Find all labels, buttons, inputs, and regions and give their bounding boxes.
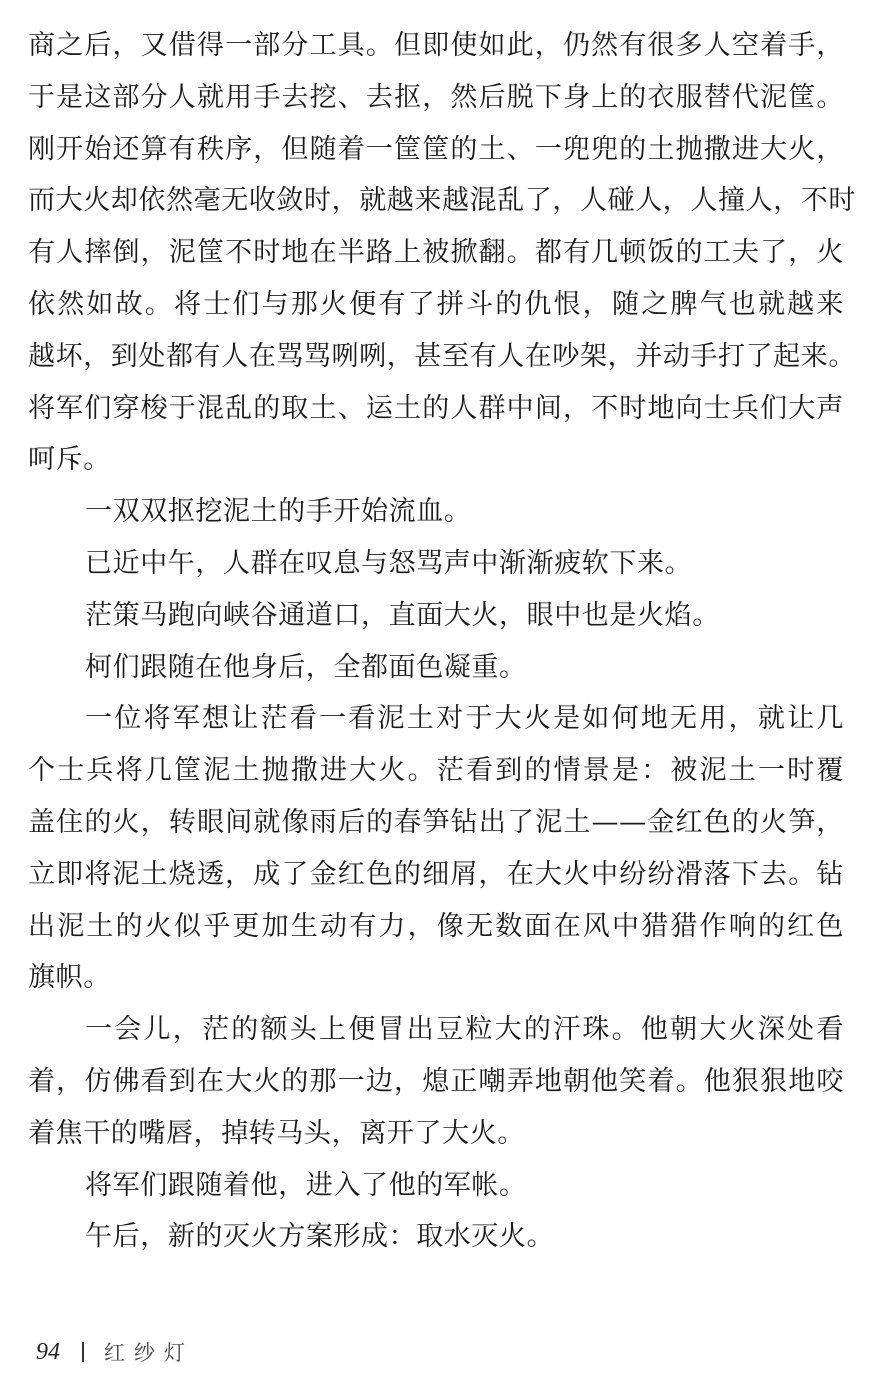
- text-line: 呵斥。: [28, 444, 111, 476]
- text-line: 立即将泥土烧透，成了金红色的细屑，在大火中纷纷滑落下去。钻: [28, 858, 844, 890]
- text-line: 个士兵将几筐泥土抛撒进大火。茫看到的情景是：被泥土一时覆: [28, 755, 844, 787]
- text-line: 着焦干的嘴唇，掉转马头，离开了大火。: [28, 1117, 525, 1149]
- text-line: 于是这部分人就用手去挖、去抠，然后脱下身上的衣服替代泥筐。: [28, 81, 844, 113]
- page-footer: [36, 1334, 194, 1370]
- text-line: 而大火却依然毫无收敛时，就越来越混乱了，人碰人，人撞人，不时: [28, 185, 856, 217]
- text-line: 盖住的火，转眼间就像雨后的春笋钻出了泥土——金红色的火笋，: [28, 806, 844, 838]
- text-line: 一会儿，茫的额头上便冒出豆粒大的汗珠。他朝大火深处看: [85, 1014, 844, 1046]
- paragraph: [28, 1004, 844, 1159]
- text-line: 旗帜。: [28, 962, 111, 994]
- text-line: 出泥土的火似乎更加生动有力，像无数面在风中猎猎作响的红色: [28, 910, 844, 942]
- text-line: 刚开始还算有秩序，但随着一筐筐的土、一兜兜的土抛撒进大火，: [28, 133, 844, 165]
- paragraph: [28, 486, 844, 538]
- text-line: 依然如故。将士们与那火便有了拼斗的仇恨，随之脾气也就越来: [28, 288, 844, 320]
- paragraph: [28, 642, 844, 694]
- text-line: 一位将军想让茫看一看泥土对于大火是如何地无用，就让几: [85, 703, 844, 735]
- paragraph: [28, 1211, 844, 1263]
- footer-divider: [82, 1342, 84, 1362]
- paragraph: [28, 538, 844, 590]
- book-title: 红纱灯: [104, 1341, 194, 1365]
- text-line: 午后，新的灭火方案形成：取水灭火。: [85, 1221, 555, 1253]
- body-text: [28, 20, 856, 1263]
- text-line: 越坏，到处都有人在骂骂咧咧，甚至有人在吵架，并动手打了起来。: [28, 340, 856, 372]
- text-line: 茫策马跑向峡谷通道口，直面大火，眼中也是火焰。: [85, 599, 720, 631]
- text-line: 商之后，又借得一部分工具。但即使如此，仍然有很多人空着手，: [28, 30, 844, 61]
- text-line: 柯们跟随在他身后，全都面色凝重。: [85, 651, 527, 683]
- text-line: 将军们穿梭于混乱的取土、运土的人群中间，不时地向士兵们大声: [28, 392, 844, 424]
- page-number: 94: [36, 1338, 60, 1365]
- text-line: 有人摔倒，泥筐不时地在半路上被掀翻。都有几顿饭的工夫了，火: [28, 237, 844, 269]
- text-line: 已近中午，人群在叹息与怒骂声中渐渐疲软下来。: [85, 547, 693, 579]
- paragraph: [28, 1160, 844, 1212]
- paragraph: [28, 590, 844, 642]
- text-line: 着，仿佛看到在大火的那一边，熄正嘲弄地朝他笑着。他狠狠地咬: [28, 1065, 844, 1097]
- paragraph: [28, 693, 844, 1004]
- text-line: 一双双抠挖泥土的手开始流血。: [85, 496, 472, 528]
- text-line: 将军们跟随着他，进入了他的军帐。: [85, 1169, 527, 1201]
- paragraph: [28, 20, 856, 486]
